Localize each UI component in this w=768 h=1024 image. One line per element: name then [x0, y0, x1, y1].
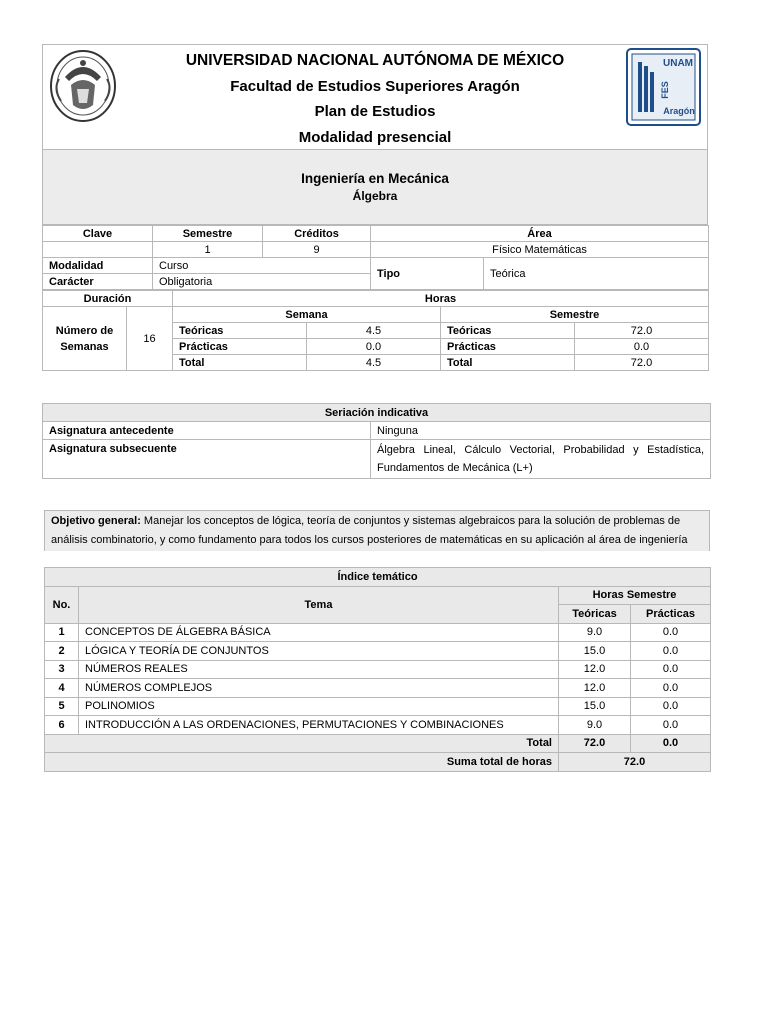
program-name: Ingeniería en Mecánica [301, 171, 449, 186]
semanas-value: 16 [127, 307, 173, 371]
tema-no: 5 [45, 697, 79, 716]
tema-name: CONCEPTOS DE ÁLGEBRA BÁSICA [79, 623, 559, 642]
tema-name: LÓGICA Y TEORÍA DE CONJUNTOS [79, 642, 559, 661]
clave-value [43, 242, 153, 258]
tema-teoricas: 12.0 [559, 660, 631, 679]
horas-label: Horas [173, 291, 709, 307]
tema-teoricas: 9.0 [559, 716, 631, 735]
tema-practicas: 0.0 [631, 679, 711, 698]
antecedente-value: Ninguna [371, 422, 711, 440]
hours-semana-value: 4.5 [307, 323, 441, 339]
tema-name: INTRODUCCIÓN A LAS ORDENACIONES, PERMUTACIONES Y COMBINACIONES [79, 716, 559, 735]
subsecuente-value: Álgebra Lineal, Cálculo Vectorial, Probabilidad y Estadística, Fundamentos de Mecánica (L+) [371, 440, 711, 479]
tema-no: 4 [45, 679, 79, 698]
faculty-name: Facultad de Estudios Superiores Aragón [230, 77, 520, 95]
area-value: Físico Matemáticas [371, 242, 709, 258]
tema-teoricas: 9.0 [559, 623, 631, 642]
tipo-value: Teórica [484, 258, 709, 290]
objetivo-text: Manejar los conceptos de lógica, teoría de conjuntos y sistemas algebraicos para la solución de problemas de análisis combinatorio, y como fundamento para todos los cursos posteriores de matemáticas en su aplicación al área de ingeniería [51, 515, 688, 546]
subject-info-table [42, 225, 709, 290]
hours-label: Total [441, 355, 575, 371]
hours-semana-value: 0.0 [307, 339, 441, 355]
tema-no: 1 [45, 623, 79, 642]
modality-title: Modalidad presencial [298, 128, 452, 146]
caracter-label: Carácter [43, 274, 153, 290]
svg-text:UNAM: UNAM [663, 58, 693, 69]
semana-header: Semana [173, 307, 441, 323]
area-label: Área [371, 226, 709, 242]
tema-name: POLINOMIOS [79, 697, 559, 716]
practicas-header: Prácticas [631, 605, 711, 624]
total-teoricas: 72.0 [559, 734, 631, 753]
hours-semestre-value: 72.0 [575, 323, 709, 339]
total-label: Total [45, 734, 559, 753]
tema-teoricas: 15.0 [559, 642, 631, 661]
fes-aragon-logo [626, 48, 701, 126]
university-name: UNIVERSIDAD NACIONAL AUTÓNOMA DE MÉXICO [185, 52, 565, 69]
indice-tematico-table [44, 567, 711, 772]
semestre-label: Semestre [153, 226, 263, 242]
total-practicas: 0.0 [631, 734, 711, 753]
semestre-value: 1 [153, 242, 263, 258]
tema-row [45, 716, 711, 735]
modalidad-value: Curso [153, 258, 371, 274]
subsecuente-label: Asignatura subsecuente [43, 440, 371, 479]
hours-label: Prácticas [441, 339, 575, 355]
hours-label: Prácticas [173, 339, 307, 355]
tema-header: Tema [79, 586, 559, 623]
suma-row [45, 753, 711, 772]
tema-row [45, 642, 711, 661]
teoricas-header: Teóricas [559, 605, 631, 624]
tema-row [45, 623, 711, 642]
creditos-label: Créditos [263, 226, 371, 242]
program-block [42, 150, 708, 225]
tema-row [45, 697, 711, 716]
hours-table [42, 290, 709, 371]
hours-semestre-value: 0.0 [575, 339, 709, 355]
caracter-value: Obligatoria [153, 274, 371, 290]
tema-practicas: 0.0 [631, 623, 711, 642]
horas-semestre-header: Horas Semestre [559, 586, 711, 605]
tema-teoricas: 12.0 [559, 679, 631, 698]
tema-row [45, 660, 711, 679]
seriacion-title: Seriación indicativa [43, 404, 711, 422]
total-row [45, 734, 711, 753]
tema-no: 2 [45, 642, 79, 661]
plan-title: Plan de Estudios [314, 103, 436, 120]
hours-label: Teóricas [173, 323, 307, 339]
svg-text:FES: FES [660, 81, 670, 99]
no-header: No. [45, 586, 79, 623]
svg-text:Aragón: Aragón [663, 106, 695, 116]
header-title-block [42, 44, 708, 150]
objetivo-label: Objetivo general: [51, 515, 141, 527]
tema-name: NÚMEROS REALES [79, 660, 559, 679]
hours-semana-value: 4.5 [307, 355, 441, 371]
clave-label: Clave [43, 226, 153, 242]
tipo-label: Tipo [371, 258, 484, 290]
creditos-value: 9 [263, 242, 371, 258]
suma-value: 72.0 [559, 753, 711, 772]
tema-practicas: 0.0 [631, 697, 711, 716]
hours-label: Teóricas [441, 323, 575, 339]
seriacion-table [42, 403, 711, 479]
suma-label: Suma total de horas [45, 753, 559, 772]
tema-no: 6 [45, 716, 79, 735]
tema-row [45, 679, 711, 698]
tema-practicas: 0.0 [631, 642, 711, 661]
document-header [42, 44, 708, 371]
tema-no: 3 [45, 660, 79, 679]
tema-teoricas: 15.0 [559, 697, 631, 716]
semestre-header: Semestre [441, 307, 709, 323]
tema-practicas: 0.0 [631, 716, 711, 735]
subject-name: Álgebra [352, 189, 398, 203]
duracion-label: Duración [43, 291, 173, 307]
objetivo-general [44, 510, 710, 551]
tema-name: NÚMEROS COMPLEJOS [79, 679, 559, 698]
modalidad-label: Modalidad [43, 258, 153, 274]
indice-title: Índice temático [45, 568, 711, 587]
semanas-label: Número de Semanas [43, 307, 127, 371]
tema-practicas: 0.0 [631, 660, 711, 679]
hours-label: Total [173, 355, 307, 371]
hours-semestre-value: 72.0 [575, 355, 709, 371]
antecedente-label: Asignatura antecedente [43, 422, 371, 440]
